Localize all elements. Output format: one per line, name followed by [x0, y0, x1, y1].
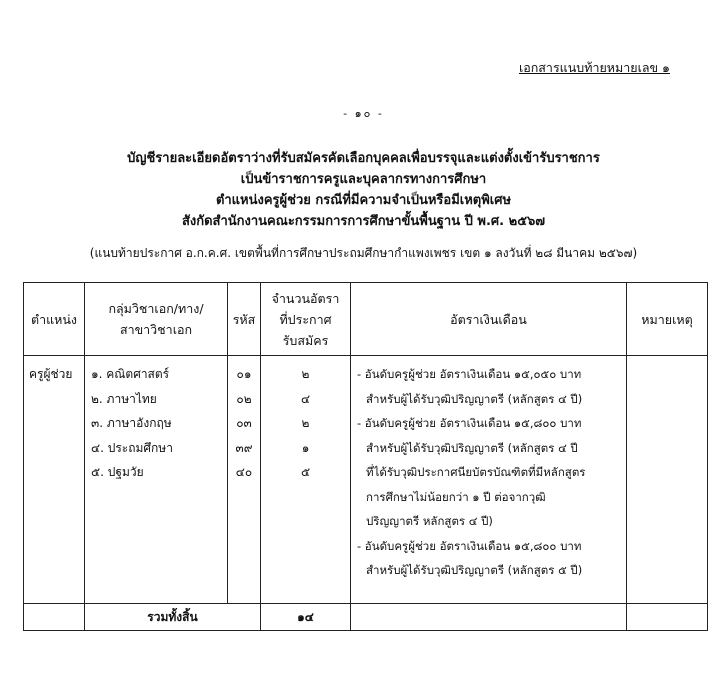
document-reference: เอกสารแนบท้ายหมายเลข ๑ [518, 60, 670, 75]
header-remark: หมายเหตุ [627, 283, 708, 356]
code-item: ๐๒ [236, 391, 252, 406]
salary-line: - อันดับครูผู้ช่วย อัตราเงินเดือน ๑๕,๐๕๐ บาท [357, 367, 582, 381]
table-header-row [24, 283, 708, 356]
salary-line: ที่ได้รับวุฒิประกาศนียบัตรบัณฑิตที่มีหลักสูตร [366, 465, 586, 479]
total-value: ๑๔ [261, 604, 351, 631]
title-line-2: เป็นข้าราชการครูและบุคลากรทางการศึกษา [240, 172, 487, 187]
salary-line: สำหรับผู้ได้รับวุฒิปริญญาตรี (หลักสูตร ๔ ปี) [366, 391, 583, 406]
header-position: ตำแหน่ง [24, 283, 85, 356]
document-title-block [40, 148, 687, 232]
total-label: รวมทั้งสิ้น [85, 604, 261, 631]
code-item: ๓๙ [235, 440, 253, 455]
header-count: จำนวนอัตรา ที่ประกาศ รับสมัคร [261, 283, 351, 356]
subject-item: ๕. ปฐมวัย [91, 465, 144, 479]
count-item: ๕ [300, 465, 311, 479]
salary-line: - อันดับครูผู้ช่วย อัตราเงินเดือน ๑๕,๘๐๐ บาท [357, 538, 582, 553]
count-item: ๒ [301, 367, 310, 381]
subject-item: ๒. ภาษาไทย [91, 391, 157, 406]
header-subject: กลุ่มวิชาเอก/ทาง/ สาขาวิชาเอก [85, 283, 228, 356]
position-cell: ครูผู้ช่วย [24, 356, 85, 604]
salary-line: การศึกษาไม่น้อยกว่า ๑ ปี ต่อจากวุฒิ [366, 489, 546, 504]
subject-cell [85, 356, 228, 604]
salary-line: สำหรับผู้ได้รับวุฒิปริญญาตรี (หลักสูตร ๕ ปี) [366, 563, 583, 577]
count-item: ๒ [301, 416, 310, 430]
announcement-subnote: (แนบท้ายประกาศ อ.ก.ค.ศ. เขตพื้นที่การศึกษาประถมศึกษากำแพงเพชร เขต ๑ ลงวันที่ ๒๘ มีนาคม ๒๕๖๗) [89, 246, 638, 260]
header-code: รหัส [228, 283, 261, 356]
count-cell [261, 356, 351, 604]
code-cell [228, 356, 261, 604]
title-line-1: บัญชีรายละเอียดอัตราว่างที่รับสมัครคัดเลือกบุคคลเพื่อบรรจุและแต่งตั้งเข้ารับราชการ [127, 151, 600, 166]
code-item: ๐๑ [236, 367, 252, 381]
salary-line: ปริญญาตรี หลักสูตร ๔ ปี) [366, 514, 493, 528]
subject-item: ๑. คณิตศาสตร์ [91, 367, 170, 381]
header-salary: อัตราเงินเดือน [351, 283, 627, 356]
vacancy-table [23, 282, 708, 631]
salary-line: - อันดับครูผู้ช่วย อัตราเงินเดือน ๑๕,๘๐๐ บาท [357, 416, 582, 430]
page-number: - ๑๐ - [343, 107, 384, 120]
title-line-4: สังกัดสำนักงานคณะกรรมการการศึกษาขั้นพื้นฐาน ปี พ.ศ. ๒๕๖๗ [181, 214, 546, 229]
subject-item: ๓. ภาษาอังกฤษ [91, 416, 172, 430]
title-line-3: ตำแหน่งครูผู้ช่วย กรณีที่มีความจำเป็นหรือมีเหตุพิเศษ [215, 193, 512, 208]
code-item: ๐๓ [236, 416, 252, 430]
remark-cell [627, 356, 708, 604]
salary-cell [351, 356, 627, 604]
subject-item: ๔. ประถมศึกษา [91, 440, 173, 455]
count-item: ๑ [301, 440, 310, 455]
count-item: ๔ [300, 391, 311, 406]
code-item: ๔๐ [235, 465, 253, 479]
total-row [24, 604, 708, 631]
salary-line: สำหรับผู้ได้รับวุฒิปริญญาตรี (หลักสูตร ๔ ปี [366, 440, 578, 455]
table-row [24, 356, 708, 604]
